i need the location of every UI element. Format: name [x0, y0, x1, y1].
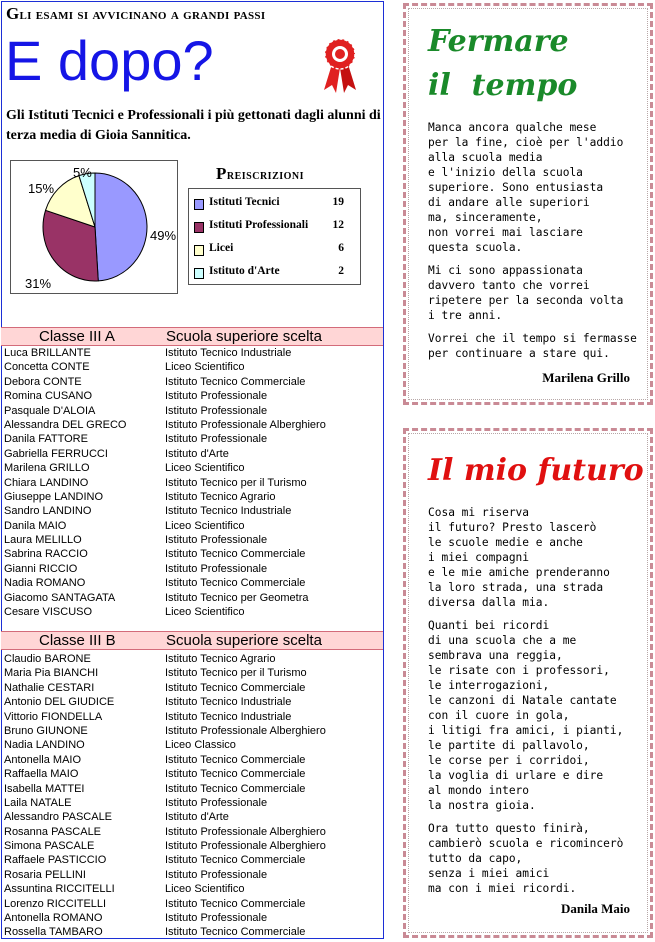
student-name: Danila MAIO	[4, 519, 67, 532]
pie-label-1: 31%	[25, 276, 52, 291]
box1-paragraph: Mi ci sono appassionata davvero tanto che vorrei ripetere per la seconda volta i tre anni.	[428, 264, 624, 322]
class-b-list	[1, 652, 383, 940]
chosen-school: Liceo Scientifico	[165, 606, 245, 619]
student-name: Raffaele PASTICCIO	[4, 854, 107, 867]
class-b-title: Classe III B	[39, 632, 116, 649]
student-name: Bruno GIUNONE	[4, 724, 88, 737]
chosen-school: Istituto Professionale	[165, 390, 268, 403]
class-b-row	[1, 882, 383, 896]
student-name: Marilena GRILLO	[4, 462, 90, 475]
box2-body	[428, 505, 648, 904]
class-b-row	[1, 853, 383, 867]
chart-legend	[188, 188, 361, 285]
class-b-column-title: Scuola superiore scelta	[166, 632, 322, 649]
class-a-row	[1, 418, 383, 432]
student-name: Vittorio FIONDELLA	[4, 710, 103, 723]
class-a-list	[1, 346, 383, 619]
chosen-school: Istituto Professionale Alberghiero	[165, 825, 326, 838]
chosen-school: Istituto Tecnico Commerciale	[165, 548, 306, 561]
class-a-row	[1, 490, 383, 504]
legend-swatch	[194, 199, 204, 210]
chosen-school: Istituto Tecnico Commerciale	[165, 375, 306, 388]
student-name: Romina CUSANO	[4, 390, 93, 403]
student-name: Raffaella MAIO	[4, 768, 79, 781]
class-b-row	[1, 738, 383, 752]
legend-value: 2	[338, 265, 344, 277]
student-name: Rosanna PASCALE	[4, 825, 102, 838]
chosen-school: Istituto Professionale	[165, 562, 268, 575]
student-name: Antonio DEL GIUDICE	[4, 696, 115, 709]
student-name: Danila FATTORE	[4, 433, 88, 446]
pie-label-0: 49%	[150, 228, 177, 243]
box-fermare-il-tempo	[403, 3, 653, 405]
student-name: Cesare VISCUSO	[4, 606, 93, 619]
class-b-row	[1, 710, 383, 724]
student-name: Simona PASCALE	[4, 840, 95, 853]
chosen-school: Istituto Tecnico Agrario	[165, 653, 276, 665]
class-a-row	[1, 476, 383, 490]
legend-value: 12	[332, 219, 344, 231]
class-a-row	[1, 519, 383, 533]
student-name: Pasquale D'ALOIA	[4, 404, 96, 417]
pie-slice-0	[95, 173, 147, 281]
class-a-row	[1, 461, 383, 475]
class-a-row	[1, 533, 383, 547]
student-name: Alessandra DEL GRECO	[4, 418, 127, 431]
class-b-header	[1, 631, 383, 650]
student-name: Isabella MATTEI	[4, 782, 85, 795]
box-il-mio-futuro	[403, 428, 653, 938]
student-name: Sabrina RACCIO	[4, 548, 88, 561]
award-rosette-icon	[320, 36, 360, 94]
chosen-school: Istituto Tecnico Commerciale	[165, 577, 306, 590]
kicker-initial: G	[6, 4, 20, 23]
box1-signature: Marilena Grillo	[542, 370, 630, 385]
student-name: Concetta CONTE	[4, 361, 90, 374]
box1-body	[428, 120, 648, 369]
class-b-row	[1, 825, 383, 839]
legend-item	[192, 217, 360, 240]
student-name: Lorenzo RICCITELLI	[4, 897, 107, 910]
student-name: Gabriella FERRUCCI	[4, 447, 108, 460]
chosen-school: Istituto Tecnico Commerciale	[165, 768, 306, 781]
class-b-row	[1, 925, 383, 939]
class-b-row	[1, 753, 383, 767]
chosen-school: Istituto d'Arte	[165, 447, 229, 460]
class-b-row	[1, 868, 383, 882]
legend-item	[192, 194, 360, 217]
class-a-row	[1, 591, 383, 605]
chosen-school: Istituto Tecnico Commerciale	[165, 753, 306, 766]
kicker-rest: li esami si avvicinano a grandi passi	[19, 7, 266, 23]
student-name: Gianni RICCIO	[4, 562, 78, 575]
student-name: Giuseppe LANDINO	[4, 490, 104, 503]
chosen-school: Istituto Tecnico per il Turismo	[165, 476, 307, 489]
class-a-row	[1, 576, 383, 590]
chosen-school: Liceo Scientifico	[165, 361, 245, 374]
box1-paragraph: Manca ancora qualche mese per la fine, cioè per l'addio alla scuola media e l'inizio della scuola superiore. Sono entusiasta di andare alle superiori ma, sinceramente, non vorrei mai lasciare questa scuola.	[428, 121, 624, 254]
chosen-school: Istituto Tecnico Commerciale	[165, 782, 306, 795]
student-name: Rosaria PELLINI	[4, 868, 86, 881]
box1-title-line1: Fermare	[428, 24, 569, 59]
chosen-school: Istituto Tecnico Industriale	[165, 347, 292, 359]
student-name: Antonella ROMANO	[4, 912, 103, 925]
class-a-row	[1, 360, 383, 374]
article-kicker	[6, 4, 265, 24]
class-b-row	[1, 652, 383, 666]
student-name: Luca BRILLANTE	[4, 347, 91, 359]
student-name: Laura MELILLO	[4, 534, 82, 547]
chosen-school: Liceo Scientifico	[165, 883, 245, 896]
chosen-school: Liceo Scientifico	[165, 462, 245, 475]
class-b-row	[1, 666, 383, 680]
chosen-school: Istituto Tecnico Commerciale	[165, 926, 306, 939]
chosen-school: Istituto Professionale	[165, 433, 268, 446]
chosen-school: Istituto Professionale Alberghiero	[165, 840, 326, 853]
class-a-row	[1, 432, 383, 446]
legend-swatch	[194, 222, 204, 233]
student-name: Assuntina RICCITELLI	[4, 883, 115, 896]
chosen-school: Istituto Tecnico Industriale	[165, 710, 292, 723]
chosen-school: Istituto Professionale	[165, 404, 268, 417]
class-a-row	[1, 504, 383, 518]
chart-title	[216, 164, 304, 184]
chosen-school: Istituto Tecnico Commerciale	[165, 681, 306, 694]
legend-value: 6	[338, 242, 344, 254]
chosen-school: Istituto Tecnico Commerciale	[165, 897, 306, 910]
legend-item	[192, 263, 360, 286]
chosen-school: Istituto Professionale Alberghiero	[165, 724, 326, 737]
class-a-row	[1, 605, 383, 619]
student-name: Sandro LANDINO	[4, 505, 92, 518]
box2-signature: Danila Maio	[561, 901, 630, 916]
chosen-school: Liceo Classico	[165, 739, 236, 752]
box2-paragraph: Cosa mi riserva il futuro? Presto lascerò le scuole medie e anche i miei compagni e le mie amiche prenderanno la loro strada, una strada diversa dalla mia.	[428, 506, 610, 609]
legend-value: 19	[332, 196, 344, 208]
student-name: Rossella TAMBARO	[4, 926, 103, 939]
class-b-row	[1, 782, 383, 796]
article-headline: E dopo?	[5, 29, 214, 92]
student-name: Debora CONTE	[4, 375, 82, 388]
chart-title-rest: reiscrizioni	[226, 168, 305, 183]
legend-label: Istituti Tecnici	[209, 196, 280, 208]
class-b-row	[1, 810, 383, 824]
student-name: Giacomo SANTAGATA	[4, 591, 116, 604]
pie-chart	[10, 160, 178, 294]
student-name: Laila NATALE	[4, 796, 72, 809]
class-b-row	[1, 796, 383, 810]
box2-paragraph: Quanti bei ricordi di una scuola che a me sembrava una reggia, le risate con i professori, le interrogazioni, le canzoni di Natale cantate con il cuore in gola, i litigi fra amici, i pianti, le partite di pallavolo, le corse per i corridoi, la voglia di urlare e dire al mondo intero la nostra gioia.	[428, 619, 624, 812]
class-a-header	[1, 327, 383, 346]
class-a-column-title: Scuola superiore scelta	[166, 328, 322, 345]
student-name: Nadia ROMANO	[4, 577, 86, 590]
legend-label: Istituto d'Arte	[209, 265, 280, 277]
chosen-school: Istituto Professionale	[165, 796, 268, 809]
chosen-school: Istituto Professionale	[165, 868, 268, 881]
student-name: Alessandro PASCALE	[4, 811, 113, 824]
box2-paragraph: Ora tutto questo finirà, cambierò scuola e ricomincerò tutto da capo, senza i miei amici ma con i miei ricordi.	[428, 822, 624, 895]
legend-label: Licei	[209, 242, 234, 254]
legend-label: Istituti Professionali	[209, 219, 309, 231]
chosen-school: Istituto Tecnico Agrario	[165, 490, 276, 503]
box1-paragraph: Vorrei che il tempo si fermasse per continuare a stare qui.	[428, 332, 637, 360]
class-b-row	[1, 897, 383, 911]
class-a-row	[1, 404, 383, 418]
chosen-school: Istituto Tecnico per Geometra	[165, 591, 309, 604]
box2-title: Il mio futuro	[428, 453, 644, 488]
student-name: Claudio BARONE	[4, 653, 91, 665]
class-b-row	[1, 839, 383, 853]
chosen-school: Istituto Professionale Alberghiero	[165, 418, 326, 431]
box1-title-line2: il tempo	[428, 68, 578, 103]
class-b-row	[1, 681, 383, 695]
class-b-row	[1, 695, 383, 709]
chart-title-initial: P	[216, 164, 227, 183]
class-a-row	[1, 389, 383, 403]
chosen-school: Istituto Professionale	[165, 534, 268, 547]
legend-item	[192, 240, 360, 263]
class-a-row	[1, 547, 383, 561]
pie-label-3: 5%	[73, 165, 92, 180]
chosen-school: Istituto Tecnico Industriale	[165, 696, 292, 709]
student-name: Chiara LANDINO	[4, 476, 89, 489]
chosen-school: Istituto Professionale	[165, 912, 268, 925]
class-a-row	[1, 562, 383, 576]
class-b-row	[1, 911, 383, 925]
legend-swatch	[194, 245, 204, 256]
class-b-row	[1, 724, 383, 738]
chosen-school: Liceo Scientifico	[165, 519, 245, 532]
pie-label-2: 15%	[28, 181, 55, 196]
student-name: Antonella MAIO	[4, 753, 82, 766]
student-name: Nadia LANDINO	[4, 739, 85, 752]
article-lede: Gli Istituti Tecnici e Professionali i più gettonati dagli alunni di terza media di Gioia Sannitica.	[6, 108, 381, 143]
chosen-school: Istituto d'Arte	[165, 811, 229, 824]
student-name: Maria Pia BIANCHI	[4, 667, 99, 680]
student-name: Nathalie CESTARI	[4, 681, 95, 694]
legend-swatch	[194, 268, 204, 279]
chosen-school: Istituto Tecnico Industriale	[165, 505, 292, 518]
chosen-school: Istituto Tecnico per il Turismo	[165, 667, 307, 680]
class-a-title: Classe III A	[39, 328, 115, 345]
class-b-row	[1, 767, 383, 781]
class-a-row	[1, 346, 383, 360]
class-a-row	[1, 447, 383, 461]
class-a-row	[1, 375, 383, 389]
chosen-school: Istituto Tecnico Commerciale	[165, 854, 306, 867]
